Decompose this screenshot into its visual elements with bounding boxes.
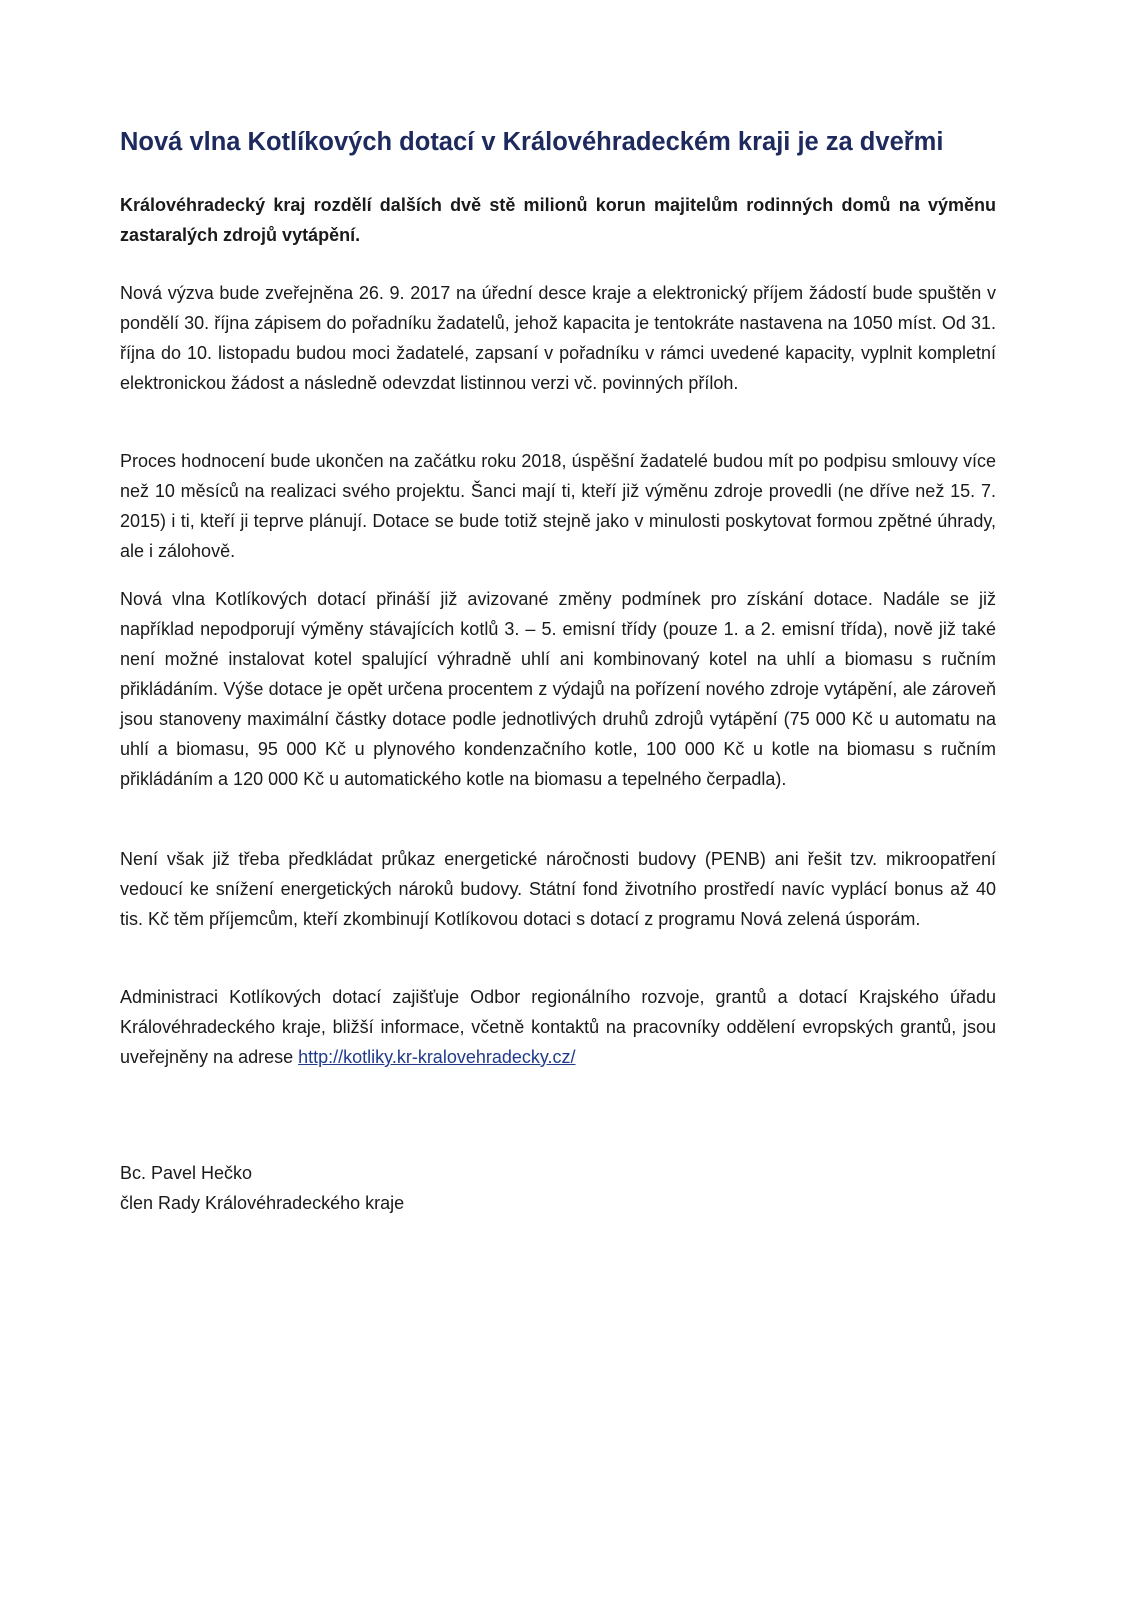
lead-paragraph: Královéhradecký kraj rozdělí dalších dvě stě milionů korun majitelům rodinných domů na výměnu zastaralých zdrojů vytápění. bbox=[120, 195, 996, 245]
administration-text: Administraci Kotlíkových dotací zajišťuje Odbor regionálního rozvoje, grantů a dotací Krajského úřadu Královéhradeckého kraje, bližší informace, včetně kontaktů na pracovníky oddělení evropských grantů, jsou uveřejněny na adrese bbox=[120, 987, 996, 1067]
kotliky-website-link[interactable]: http://kotliky.kr-kralovehradecky.cz/ bbox=[298, 1047, 576, 1067]
paragraph-evaluation-process: Proces hodnocení bude ukončen na začátku roku 2018, úspěšní žadatelé budou mít po podpisu smlouvy více než 10 měsíců na realizaci svého projektu. Šanci mají ti, kteří již výměnu zdroje provedli (ne dříve než 15. 7. 2015) i ti, kteří ji teprve plánují. Dotace se bude totiž stejně jako v minulosti poskytovat formou zpětné úhrady, ale i zálohově. bbox=[120, 451, 996, 561]
signature-block bbox=[120, 1158, 404, 1218]
paragraph-penb-bonus: Není však již třeba předkládat průkaz energetické náročnosti budovy (PENB) ani řešit tzv. mikroopatření vedoucí ke snížení energetických nároků budovy. Státní fond životního prostředí navíc vyplácí bonus až 40 tis. Kč těm příjemcům, kteří zkombinují Kotlíkovou dotaci s dotací z programu Nová zelená úsporám. bbox=[120, 849, 996, 929]
signatory-role: člen Rady Královéhradeckého kraje bbox=[120, 1193, 405, 1213]
paragraph-call-announcement: Nová výzva bude zveřejněna 26. 9. 2017 na úřední desce kraje a elektronický příjem žádostí bude spuštěn v pondělí 30. října zápisem do pořadníku žadatelů, jehož kapacita je tentokráte nastavena na 1050 míst. Od 31. října do 10. listopadu budou moci žadatelé, zapsaní v pořadníku v rámci uvedené kapacity, vyplnit kompletní elektronickou žádost a následně odevzdat listinnou verzi vč. povinných příloh. bbox=[120, 283, 996, 393]
document-page bbox=[120, 0, 996, 1600]
document-title: Nová vlna Kotlíkových dotací v Královéhradeckém kraji je za dveřmi bbox=[120, 128, 944, 156]
paragraph-administration bbox=[120, 982, 996, 1072]
signatory-name: Bc. Pavel Hečko bbox=[120, 1163, 253, 1183]
paragraph-condition-changes: Nová vlna Kotlíkových dotací přináší již avizované změny podmínek pro získání dotace. Nadále se již například nepodporují výměny stávajících kotlů 3. – 5. emisní třídy (pouze 1. a 2. emisní třída), nově již také není možné instalovat kotel spalující výhradně uhlí ani kombinovaný kotel na uhlí a biomasu s ručním přikládáním. Výše dotace je opět určena procentem z výdajů na pořízení nového zdroje vytápění, ale zároveň jsou stanoveny maximální částky dotace podle jednotlivých druhů zdrojů vytápění (75 000 Kč u automatu na uhlí a biomasu, 95 000 Kč u plynového kondenzačního kotle, 100 000 Kč u kotle na biomasu s ručním přikládáním a 120 000 Kč u automatického kotle na biomasu a tepelného čerpadla). bbox=[120, 589, 996, 789]
